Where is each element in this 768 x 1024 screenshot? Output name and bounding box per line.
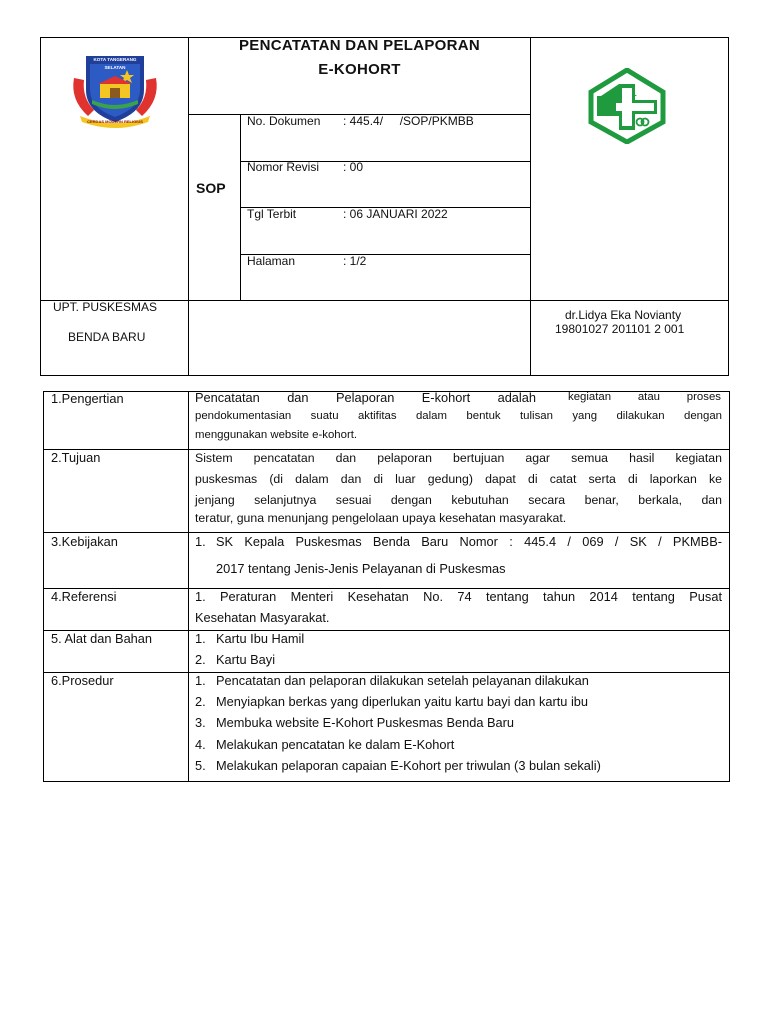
health-cross-logo [587, 68, 667, 144]
sop-label: SOP [196, 180, 226, 196]
emblem-ribbon-text: CERDAS MODERN RELIGIUS [87, 119, 143, 124]
list-item: Pencatatan dan pelaporan dilakukan setelah pelayanan dilakukan [216, 673, 589, 688]
tujuan-line3: jenjang selanjutnya sesuai dengan kebutuhan secara benar, berkala, dan [195, 493, 722, 507]
kebijakan-line1: SK Kepala Puskesmas Benda Baru Nomor : 445.4 / 069 / SK / PKMBB- [216, 534, 722, 549]
field-label-halaman: Halaman [247, 254, 296, 268]
document-title-line1: PENCATATAN DAN PELAPORAN [238, 37, 481, 54]
kebijakan-line2: 2017 tentang Jenis-Jenis Pelayanan di Puskesmas [216, 561, 506, 576]
list-item-number: 5. [195, 758, 206, 773]
referensi-line2: Kesehatan Masyarakat. [195, 610, 330, 625]
list-item-number: 1. [195, 673, 206, 688]
kebijakan-number: 1. [195, 534, 206, 549]
section-label-tujuan: 2.Tujuan [51, 450, 101, 465]
list-item: Menyiapkan berkas yang diperlukan yaitu kartu bayi dan kartu ibu [216, 694, 589, 709]
city-emblem-logo [66, 50, 164, 130]
section-label-prosedur: 6.Prosedur [51, 673, 114, 688]
pengertian-line3: menggunakan website e-kohort. [195, 429, 358, 441]
list-item-number: 2. [195, 652, 206, 667]
list-item: Melakukan pelaporan capaian E-Kohort per triwulan (3 bulan sekali) [216, 758, 601, 773]
field-label-tgl-terbit: Tgl Terbit [247, 207, 297, 221]
field-label-no-dokumen: No. Dokumen [247, 114, 321, 128]
pengertian-line2: pendokumentasian suatu aktifitas dalam bentuk tulisan yang dilakukan dengan [195, 410, 722, 422]
signer-name: dr.Lidya Eka Novianty [565, 308, 682, 322]
pengertian-line1a: Pencatatan dan Pelaporan E-kohort adalah [195, 390, 536, 405]
tujuan-line2: puskesmas (di dalam dan di luar gedung) dapat di catat serta di laporkan ke [195, 472, 722, 486]
list-item-number: 2. [195, 694, 206, 709]
field-value-halaman: : 1/2 [343, 254, 367, 268]
emblem-banner-text: KOTA TANGERANG SELATAN [86, 56, 144, 64]
list-item-number: 1. [195, 631, 206, 646]
list-item-number: 4. [195, 737, 206, 752]
unit-name-line1: UPT. PUSKESMAS [53, 300, 158, 314]
referensi-line1: 1. Peraturan Menteri Kesehatan No. 74 tentang tahun 2014 tentang Pusat [195, 589, 722, 604]
tujuan-line4: teratur, guna menunjang pengelolaan upaya kesehatan masyarakat. [195, 511, 567, 525]
section-label-kebijakan: 3.Kebijakan [51, 534, 118, 549]
field-label-nomor-revisi: Nomor Revisi [247, 160, 320, 174]
field-value-tgl-terbit: : 06 JANUARI 2022 [343, 207, 448, 221]
field-value-no-dokumen: : 445.4/ /SOP/PKMBB [343, 114, 474, 128]
unit-name-line2: BENDA BARU [68, 330, 146, 344]
list-item-number: 3. [195, 715, 206, 730]
tujuan-line1: Sistem pencatatan dan pelaporan bertujuan agar semua hasil kegiatan [195, 451, 722, 465]
field-value-nomor-revisi: : 00 [343, 160, 364, 174]
list-item: Membuka website E-Kohort Puskesmas Benda Baru [216, 715, 515, 730]
pengertian-line1b: kegiatan atau proses [568, 391, 721, 403]
list-item: Kartu Bayi [216, 652, 276, 667]
section-label-referensi: 4.Referensi [51, 589, 117, 604]
list-item: Melakukan pencatatan ke dalam E-Kohort [216, 737, 455, 752]
section-label-pengertian: 1.Pengertian [51, 391, 124, 406]
list-item: Kartu Ibu Hamil [216, 631, 305, 646]
document-title-line2: E-KOHORT [318, 61, 401, 78]
section-label-alat-bahan: 5. Alat dan Bahan [51, 631, 153, 646]
signer-nip: 19801027 201101 2 001 [555, 322, 685, 336]
